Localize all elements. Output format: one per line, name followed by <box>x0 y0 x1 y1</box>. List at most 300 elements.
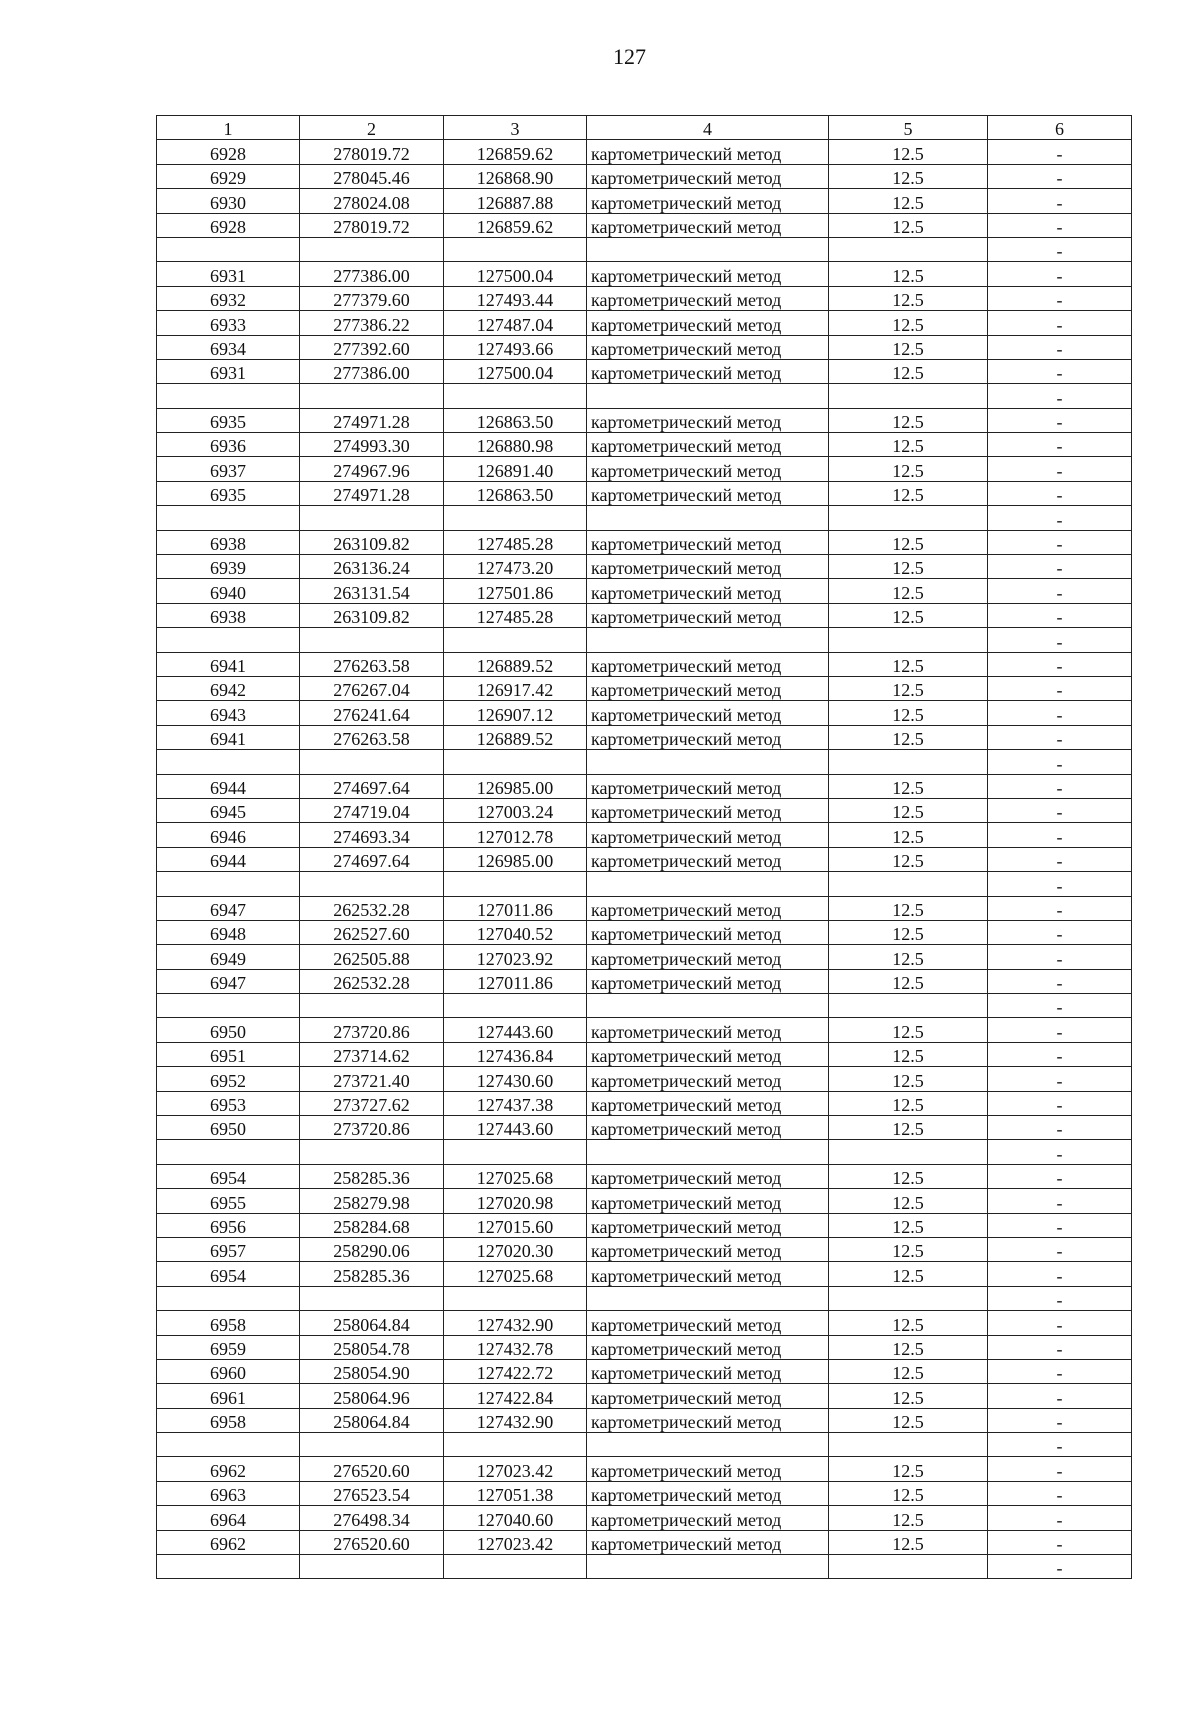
table-cell: - <box>988 579 1132 603</box>
table-cell: 126985.00 <box>444 847 587 871</box>
table-cell: 6959 <box>157 1335 300 1359</box>
table-row <box>157 457 1132 481</box>
table-cell: - <box>988 1164 1132 1188</box>
table-cell: картометрический метод <box>587 1164 829 1188</box>
table-row <box>157 994 1132 1018</box>
table-cell: 258064.84 <box>300 1311 444 1335</box>
table-cell: - <box>988 384 1132 408</box>
table-cell: - <box>988 847 1132 871</box>
table-cell: 127020.30 <box>444 1237 587 1261</box>
table-cell: картометрический метод <box>587 1481 829 1505</box>
table-cell: картометрический метод <box>587 433 829 457</box>
table-cell <box>300 750 444 774</box>
table-cell: картометрический метод <box>587 823 829 847</box>
table-cell: картометрический метод <box>587 1311 829 1335</box>
table-cell: - <box>988 652 1132 676</box>
table-row <box>157 433 1132 457</box>
table-cell: картометрический метод <box>587 1042 829 1066</box>
table-row <box>157 1018 1132 1042</box>
table-cell: - <box>988 1481 1132 1505</box>
table-cell: 12.5 <box>829 798 988 822</box>
table-cell: 127422.72 <box>444 1359 587 1383</box>
table-row <box>157 628 1132 652</box>
table-cell <box>587 237 829 261</box>
table-cell: 12.5 <box>829 1116 988 1140</box>
table-row <box>157 1067 1132 1091</box>
header-row <box>157 116 1132 140</box>
table-cell: картометрический метод <box>587 189 829 213</box>
table-cell: 273720.86 <box>300 1018 444 1042</box>
table-cell: 12.5 <box>829 1481 988 1505</box>
table-cell <box>157 750 300 774</box>
table-cell: - <box>988 774 1132 798</box>
table-cell <box>444 994 587 1018</box>
table-cell <box>587 1140 829 1164</box>
table-cell: 127012.78 <box>444 823 587 847</box>
table-cell <box>444 872 587 896</box>
table-cell: 12.5 <box>829 335 988 359</box>
table-cell: - <box>988 1042 1132 1066</box>
table-cell: 6958 <box>157 1311 300 1335</box>
table-cell: 126985.00 <box>444 774 587 798</box>
table-cell: - <box>988 237 1132 261</box>
table-cell: 258284.68 <box>300 1213 444 1237</box>
table-cell: - <box>988 311 1132 335</box>
table-row <box>157 1457 1132 1481</box>
table-cell: 6935 <box>157 481 300 505</box>
table-row <box>157 1262 1132 1286</box>
table-cell <box>300 506 444 530</box>
table-cell <box>829 628 988 652</box>
table-cell: 12.5 <box>829 1067 988 1091</box>
table-header <box>157 116 1132 140</box>
table-cell: картометрический метод <box>587 1530 829 1554</box>
table-cell <box>587 872 829 896</box>
table-cell <box>587 1555 829 1579</box>
table-cell: 12.5 <box>829 1262 988 1286</box>
table-cell <box>587 750 829 774</box>
table-cell: 6958 <box>157 1408 300 1432</box>
table-cell: 127023.92 <box>444 945 587 969</box>
table-cell: 12.5 <box>829 164 988 188</box>
table-cell <box>444 237 587 261</box>
table-row <box>157 1091 1132 1115</box>
table-cell: 6952 <box>157 1067 300 1091</box>
table-cell: 12.5 <box>829 1457 988 1481</box>
table-cell: 12.5 <box>829 774 988 798</box>
table-cell: картометрический метод <box>587 945 829 969</box>
table-row <box>157 1433 1132 1457</box>
table-cell: картометрический метод <box>587 1116 829 1140</box>
table-cell: картометрический метод <box>587 286 829 310</box>
table-cell: - <box>988 896 1132 920</box>
table-cell: 127432.90 <box>444 1311 587 1335</box>
table-cell: картометрический метод <box>587 1091 829 1115</box>
table-cell: картометрический метод <box>587 969 829 993</box>
table-cell: 276263.58 <box>300 725 444 749</box>
table-cell: картометрический метод <box>587 652 829 676</box>
table-cell: - <box>988 676 1132 700</box>
table-cell: - <box>988 1091 1132 1115</box>
table-row <box>157 1359 1132 1383</box>
table-cell: картометрический метод <box>587 847 829 871</box>
table-cell: - <box>988 1018 1132 1042</box>
table-row <box>157 506 1132 530</box>
table-cell: 262505.88 <box>300 945 444 969</box>
table-cell: 6937 <box>157 457 300 481</box>
table-cell: 127025.68 <box>444 1262 587 1286</box>
table-cell <box>829 1555 988 1579</box>
table-cell: - <box>988 555 1132 579</box>
table-cell: 278045.46 <box>300 164 444 188</box>
table-cell <box>587 1286 829 1310</box>
table-cell: 6938 <box>157 530 300 554</box>
table-cell <box>444 628 587 652</box>
table-cell: картометрический метод <box>587 896 829 920</box>
table-cell: 12.5 <box>829 1335 988 1359</box>
table-cell: 12.5 <box>829 1018 988 1042</box>
page-number: 127 <box>613 44 646 69</box>
table-cell: 126889.52 <box>444 725 587 749</box>
table-cell: 6931 <box>157 262 300 286</box>
table-cell: 258064.84 <box>300 1408 444 1432</box>
table-cell: - <box>988 506 1132 530</box>
table-cell: 12.5 <box>829 311 988 335</box>
table-cell <box>300 1433 444 1457</box>
table-row <box>157 335 1132 359</box>
table-cell: 6928 <box>157 140 300 164</box>
table-cell: - <box>988 1457 1132 1481</box>
table-cell: 6942 <box>157 676 300 700</box>
table-cell: 277386.22 <box>300 311 444 335</box>
table-row <box>157 286 1132 310</box>
table-cell: картометрический метод <box>587 1067 829 1091</box>
table-cell <box>829 994 988 1018</box>
table-cell: 262532.28 <box>300 969 444 993</box>
table-cell: картометрический метод <box>587 701 829 725</box>
table-cell: - <box>988 408 1132 432</box>
table-cell <box>157 1433 300 1457</box>
table-cell: 12.5 <box>829 457 988 481</box>
table-cell: картометрический метод <box>587 481 829 505</box>
table-cell: - <box>988 1237 1132 1261</box>
table-cell: 12.5 <box>829 603 988 627</box>
table-row <box>157 603 1132 627</box>
table-cell: 6947 <box>157 896 300 920</box>
table-cell: 127040.52 <box>444 920 587 944</box>
table-cell <box>157 1140 300 1164</box>
table-row <box>157 1140 1132 1164</box>
table-cell: 126863.50 <box>444 481 587 505</box>
table-cell <box>587 384 829 408</box>
table-cell: 127485.28 <box>444 530 587 554</box>
table-cell: картометрический метод <box>587 603 829 627</box>
table-cell: - <box>988 872 1132 896</box>
table-cell: - <box>988 1140 1132 1164</box>
table-cell: 6935 <box>157 408 300 432</box>
table-cell <box>829 872 988 896</box>
table-cell: 127436.84 <box>444 1042 587 1066</box>
table-cell: 6947 <box>157 969 300 993</box>
table-cell: картометрический метод <box>587 335 829 359</box>
table-cell <box>157 628 300 652</box>
table-cell: - <box>988 701 1132 725</box>
table-row <box>157 945 1132 969</box>
table-cell: 258285.36 <box>300 1262 444 1286</box>
table-cell: 6951 <box>157 1042 300 1066</box>
table-cell <box>587 1433 829 1457</box>
table-cell: 12.5 <box>829 555 988 579</box>
table-cell: 277386.00 <box>300 262 444 286</box>
table-body <box>157 140 1132 1579</box>
table-cell: 276498.34 <box>300 1506 444 1530</box>
table-cell: 274697.64 <box>300 847 444 871</box>
table-cell <box>829 384 988 408</box>
table-cell: 12.5 <box>829 1213 988 1237</box>
table-cell: 6945 <box>157 798 300 822</box>
table-cell: 127051.38 <box>444 1481 587 1505</box>
table-row <box>157 847 1132 871</box>
table-cell: - <box>988 189 1132 213</box>
table-cell: 12.5 <box>829 359 988 383</box>
table-cell: 258064.96 <box>300 1384 444 1408</box>
table-row <box>157 1116 1132 1140</box>
table-row <box>157 872 1132 896</box>
table-cell <box>157 872 300 896</box>
table-cell: 276520.60 <box>300 1457 444 1481</box>
table-cell: 276263.58 <box>300 652 444 676</box>
table-cell <box>300 1140 444 1164</box>
table-cell: - <box>988 481 1132 505</box>
table-row <box>157 725 1132 749</box>
table-cell: 6950 <box>157 1018 300 1042</box>
table-cell: 12.5 <box>829 1164 988 1188</box>
table-cell: 274993.30 <box>300 433 444 457</box>
table-cell: - <box>988 994 1132 1018</box>
column-header: 3 <box>444 116 587 140</box>
table-cell: картометрический метод <box>587 1018 829 1042</box>
table-cell <box>300 994 444 1018</box>
table-cell: 273720.86 <box>300 1116 444 1140</box>
table-cell: 6946 <box>157 823 300 847</box>
table-cell: картометрический метод <box>587 530 829 554</box>
table-cell: 6962 <box>157 1457 300 1481</box>
table-cell: 258279.98 <box>300 1189 444 1213</box>
column-header: 2 <box>300 116 444 140</box>
table-cell: картометрический метод <box>587 1359 829 1383</box>
table-cell: 12.5 <box>829 945 988 969</box>
table-cell: 274971.28 <box>300 481 444 505</box>
table-cell: 127011.86 <box>444 896 587 920</box>
table-cell: 258054.78 <box>300 1335 444 1359</box>
table-row <box>157 1042 1132 1066</box>
table-cell: картометрический метод <box>587 1189 829 1213</box>
table-cell: 12.5 <box>829 530 988 554</box>
table-cell: 127040.60 <box>444 1506 587 1530</box>
table-row <box>157 408 1132 432</box>
table-cell: 12.5 <box>829 189 988 213</box>
table-cell: - <box>988 920 1132 944</box>
table-cell: картометрический метод <box>587 555 829 579</box>
table-cell: 127432.90 <box>444 1408 587 1432</box>
table-cell: 277379.60 <box>300 286 444 310</box>
table-cell <box>829 1286 988 1310</box>
table-cell: 6957 <box>157 1237 300 1261</box>
table-cell: 6948 <box>157 920 300 944</box>
table-row <box>157 823 1132 847</box>
table-cell: 12.5 <box>829 969 988 993</box>
table-cell: 278019.72 <box>300 213 444 237</box>
table-cell <box>587 506 829 530</box>
table-cell: 127023.42 <box>444 1457 587 1481</box>
table-row <box>157 798 1132 822</box>
column-header: 5 <box>829 116 988 140</box>
table-cell <box>444 1555 587 1579</box>
table-cell: 126891.40 <box>444 457 587 481</box>
table-cell: 127473.20 <box>444 555 587 579</box>
table-cell: 126868.90 <box>444 164 587 188</box>
table-row <box>157 213 1132 237</box>
table-row <box>157 676 1132 700</box>
table-row <box>157 189 1132 213</box>
table-cell: - <box>988 1506 1132 1530</box>
table-row <box>157 1530 1132 1554</box>
table-cell: 12.5 <box>829 920 988 944</box>
table-cell: 12.5 <box>829 701 988 725</box>
table-cell: 277392.60 <box>300 335 444 359</box>
table-cell <box>444 1433 587 1457</box>
table-cell <box>444 1286 587 1310</box>
table-cell: картометрический метод <box>587 213 829 237</box>
table-cell: 6954 <box>157 1262 300 1286</box>
table-cell: - <box>988 140 1132 164</box>
table-cell: 6944 <box>157 774 300 798</box>
table-cell: 12.5 <box>829 433 988 457</box>
table-cell: 273727.62 <box>300 1091 444 1115</box>
table-cell: 126859.62 <box>444 140 587 164</box>
table-cell: 6939 <box>157 555 300 579</box>
table-cell: 12.5 <box>829 1384 988 1408</box>
table-cell: картометрический метод <box>587 579 829 603</box>
table-cell <box>157 994 300 1018</box>
table-cell: 127432.78 <box>444 1335 587 1359</box>
table-row <box>157 969 1132 993</box>
table-cell: 12.5 <box>829 1530 988 1554</box>
table-cell: 6928 <box>157 213 300 237</box>
column-header: 1 <box>157 116 300 140</box>
table-row <box>157 237 1132 261</box>
table-cell: - <box>988 1311 1132 1335</box>
table-cell: 6960 <box>157 1359 300 1383</box>
table-row <box>157 1164 1132 1188</box>
table-cell: 6955 <box>157 1189 300 1213</box>
table-cell: картометрический метод <box>587 798 829 822</box>
table-cell: 274971.28 <box>300 408 444 432</box>
table-cell: 6954 <box>157 1164 300 1188</box>
table-row <box>157 1335 1132 1359</box>
coordinates-table <box>156 115 1132 1579</box>
table-cell: - <box>988 359 1132 383</box>
table-cell: 6953 <box>157 1091 300 1115</box>
table-row <box>157 750 1132 774</box>
table-cell <box>829 1140 988 1164</box>
table-cell: 12.5 <box>829 676 988 700</box>
table-cell <box>300 872 444 896</box>
table-cell: 12.5 <box>829 1091 988 1115</box>
table-cell: - <box>988 213 1132 237</box>
table-cell: 12.5 <box>829 1359 988 1383</box>
column-header: 4 <box>587 116 829 140</box>
table-cell: картометрический метод <box>587 1237 829 1261</box>
table-cell: - <box>988 823 1132 847</box>
table-cell: - <box>988 969 1132 993</box>
table-cell: 262532.28 <box>300 896 444 920</box>
table-cell: 6938 <box>157 603 300 627</box>
table-row <box>157 1506 1132 1530</box>
table-cell: 258054.90 <box>300 1359 444 1383</box>
table-cell: 126889.52 <box>444 652 587 676</box>
table-cell: 12.5 <box>829 262 988 286</box>
table-cell: 276267.04 <box>300 676 444 700</box>
table-cell: 6931 <box>157 359 300 383</box>
table-cell: 127493.44 <box>444 286 587 310</box>
table-cell: картометрический метод <box>587 676 829 700</box>
table-cell: - <box>988 1384 1132 1408</box>
table-row <box>157 652 1132 676</box>
table-cell: 263136.24 <box>300 555 444 579</box>
table-cell: 6950 <box>157 1116 300 1140</box>
table-cell: 127493.66 <box>444 335 587 359</box>
table-row <box>157 701 1132 725</box>
table-cell: картометрический метод <box>587 359 829 383</box>
table-cell: 12.5 <box>829 652 988 676</box>
table-cell: 12.5 <box>829 847 988 871</box>
table-row <box>157 1213 1132 1237</box>
table-cell: 258290.06 <box>300 1237 444 1261</box>
table-cell: 127487.04 <box>444 311 587 335</box>
table-cell: - <box>988 1335 1132 1359</box>
table-cell: 126887.88 <box>444 189 587 213</box>
table-cell <box>157 1286 300 1310</box>
table-cell: 127500.04 <box>444 359 587 383</box>
table-cell: картометрический метод <box>587 774 829 798</box>
table-row <box>157 311 1132 335</box>
column-header: 6 <box>988 116 1132 140</box>
table-cell: 274693.34 <box>300 823 444 847</box>
table-row <box>157 140 1132 164</box>
table-cell: 263109.82 <box>300 603 444 627</box>
table-row <box>157 1384 1132 1408</box>
table-cell: 127023.42 <box>444 1530 587 1554</box>
table-cell: 6933 <box>157 311 300 335</box>
table-cell: картометрический метод <box>587 920 829 944</box>
table-cell: 127500.04 <box>444 262 587 286</box>
table-cell: 127003.24 <box>444 798 587 822</box>
table-cell: 277386.00 <box>300 359 444 383</box>
table-cell: 263131.54 <box>300 579 444 603</box>
table-cell <box>157 506 300 530</box>
table-cell: 6962 <box>157 1530 300 1554</box>
table-row <box>157 530 1132 554</box>
table-cell <box>587 628 829 652</box>
table-cell: картометрический метод <box>587 408 829 432</box>
table-cell: картометрический метод <box>587 1457 829 1481</box>
table-cell <box>157 384 300 408</box>
table-cell <box>157 237 300 261</box>
table-cell: 127443.60 <box>444 1018 587 1042</box>
table-cell: - <box>988 798 1132 822</box>
table-cell: - <box>988 262 1132 286</box>
